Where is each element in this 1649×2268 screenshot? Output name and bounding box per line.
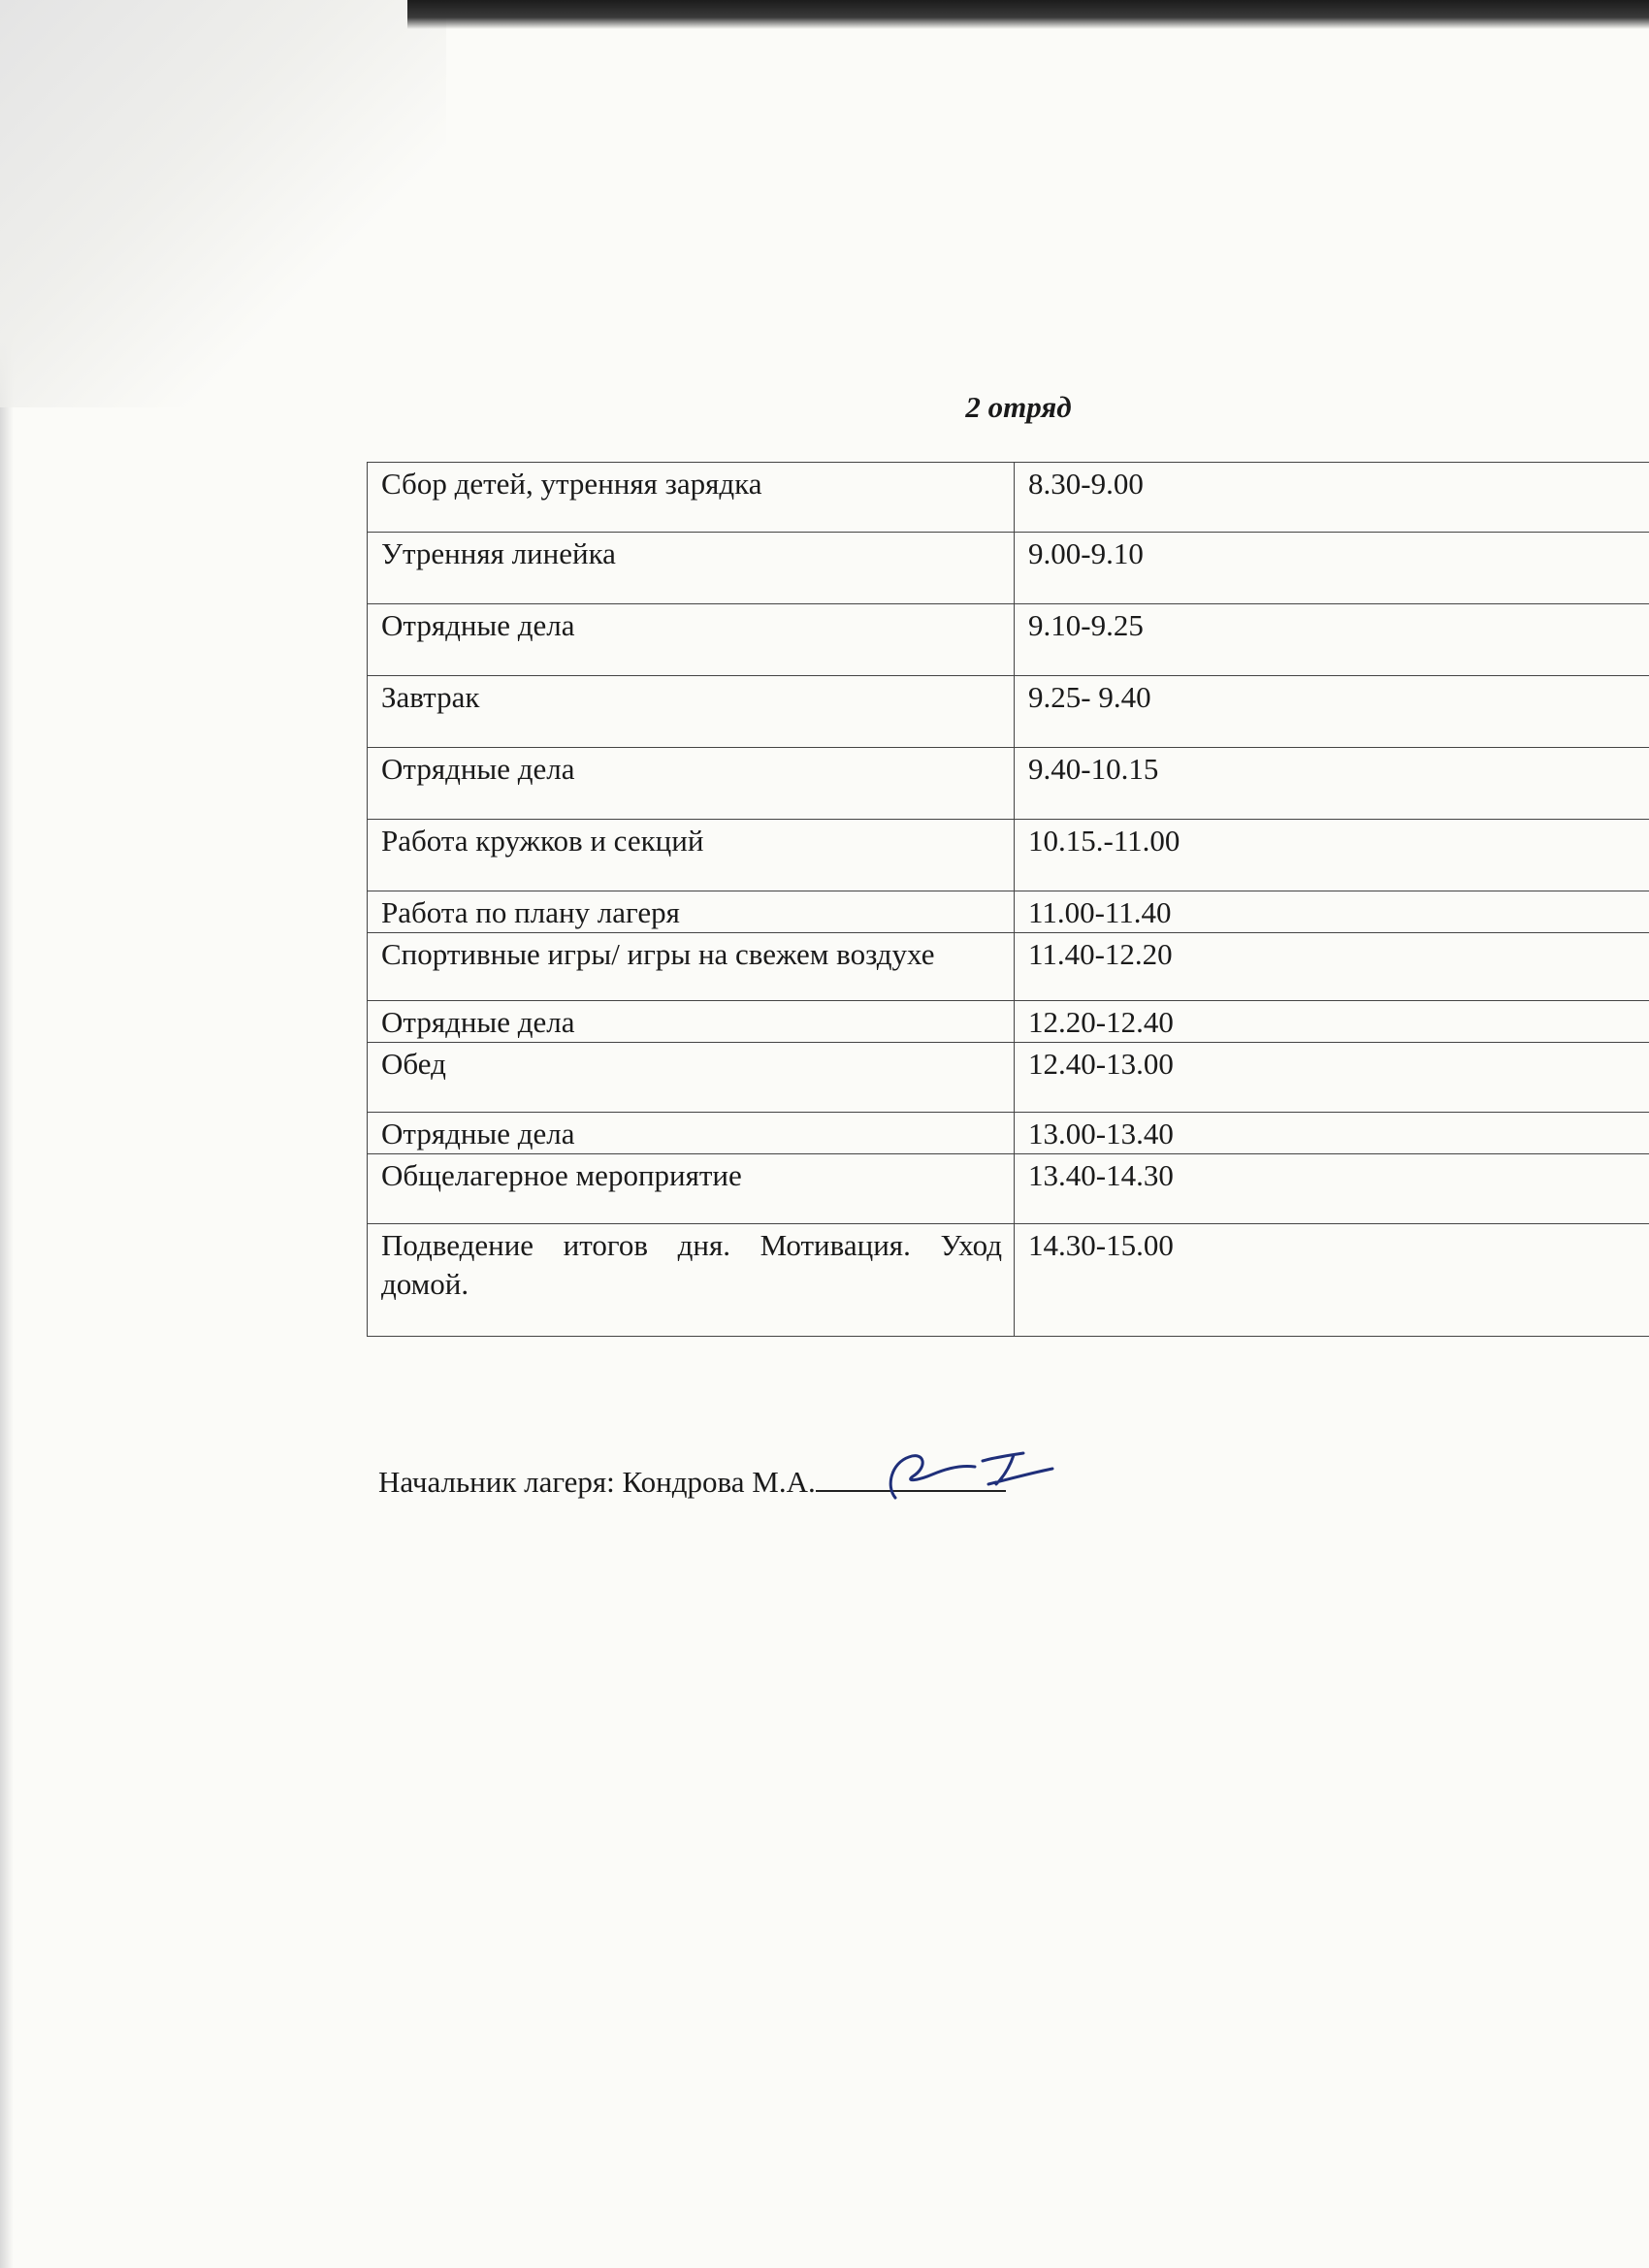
scan-top-border xyxy=(407,0,1649,29)
scan-fold-shadow xyxy=(0,0,446,407)
time-cell: 9.40-10.15 xyxy=(1015,748,1649,820)
schedule-table xyxy=(367,462,1649,1337)
activity-cell: Отрядные дела xyxy=(368,1001,1015,1043)
time-cell: 9.00-9.10 xyxy=(1015,533,1649,604)
handwritten-signature xyxy=(868,1442,1062,1509)
activity-cell: Обед xyxy=(368,1043,1015,1113)
table-row xyxy=(368,463,1649,533)
table-row xyxy=(368,1001,1649,1043)
table-row xyxy=(368,933,1649,1001)
activity-cell: Работа по плану лагеря xyxy=(368,891,1015,933)
time-cell: 12.40-13.00 xyxy=(1015,1043,1649,1113)
table-row xyxy=(368,604,1649,676)
table-row xyxy=(368,1043,1649,1113)
time-cell: 8.30-9.00 xyxy=(1015,463,1649,533)
time-cell: 13.40-14.30 xyxy=(1015,1154,1649,1224)
page-title: 2 отряд xyxy=(965,390,1072,424)
signatory-label: Начальник лагеря: Кондрова М.А. xyxy=(378,1465,816,1499)
time-cell: 9.10-9.25 xyxy=(1015,604,1649,676)
time-cell: 12.20-12.40 xyxy=(1015,1001,1649,1043)
activity-cell: Отрядные дела xyxy=(368,1113,1015,1154)
activity-cell: Подведение итогов дня. Мотивация. Уход домой. xyxy=(368,1224,1015,1337)
table-row xyxy=(368,1154,1649,1224)
table-row xyxy=(368,891,1649,933)
table-row xyxy=(368,820,1649,891)
activity-cell: Общелагерное мероприятие xyxy=(368,1154,1015,1224)
time-cell: 10.15.-11.00 xyxy=(1015,820,1649,891)
activity-cell: Завтрак xyxy=(368,676,1015,748)
time-cell: 11.00-11.40 xyxy=(1015,891,1649,933)
time-cell: 13.00-13.40 xyxy=(1015,1113,1649,1154)
table-row xyxy=(368,748,1649,820)
activity-cell: Спортивные игры/ игры на свежем воздухе xyxy=(368,933,1015,1001)
activity-cell: Работа кружков и секций xyxy=(368,820,1015,891)
activity-cell: Отрядные дела xyxy=(368,604,1015,676)
time-cell: 14.30-15.00 xyxy=(1015,1224,1649,1337)
time-cell: 9.25- 9.40 xyxy=(1015,676,1649,748)
activity-cell: Утренняя линейка xyxy=(368,533,1015,604)
table-row xyxy=(368,533,1649,604)
activity-cell: Сбор детей, утренняя зарядка xyxy=(368,463,1015,533)
table-row xyxy=(368,676,1649,748)
activity-cell: Отрядные дела xyxy=(368,748,1015,820)
time-cell: 11.40-12.20 xyxy=(1015,933,1649,1001)
table-row xyxy=(368,1113,1649,1154)
table-row xyxy=(368,1224,1649,1337)
